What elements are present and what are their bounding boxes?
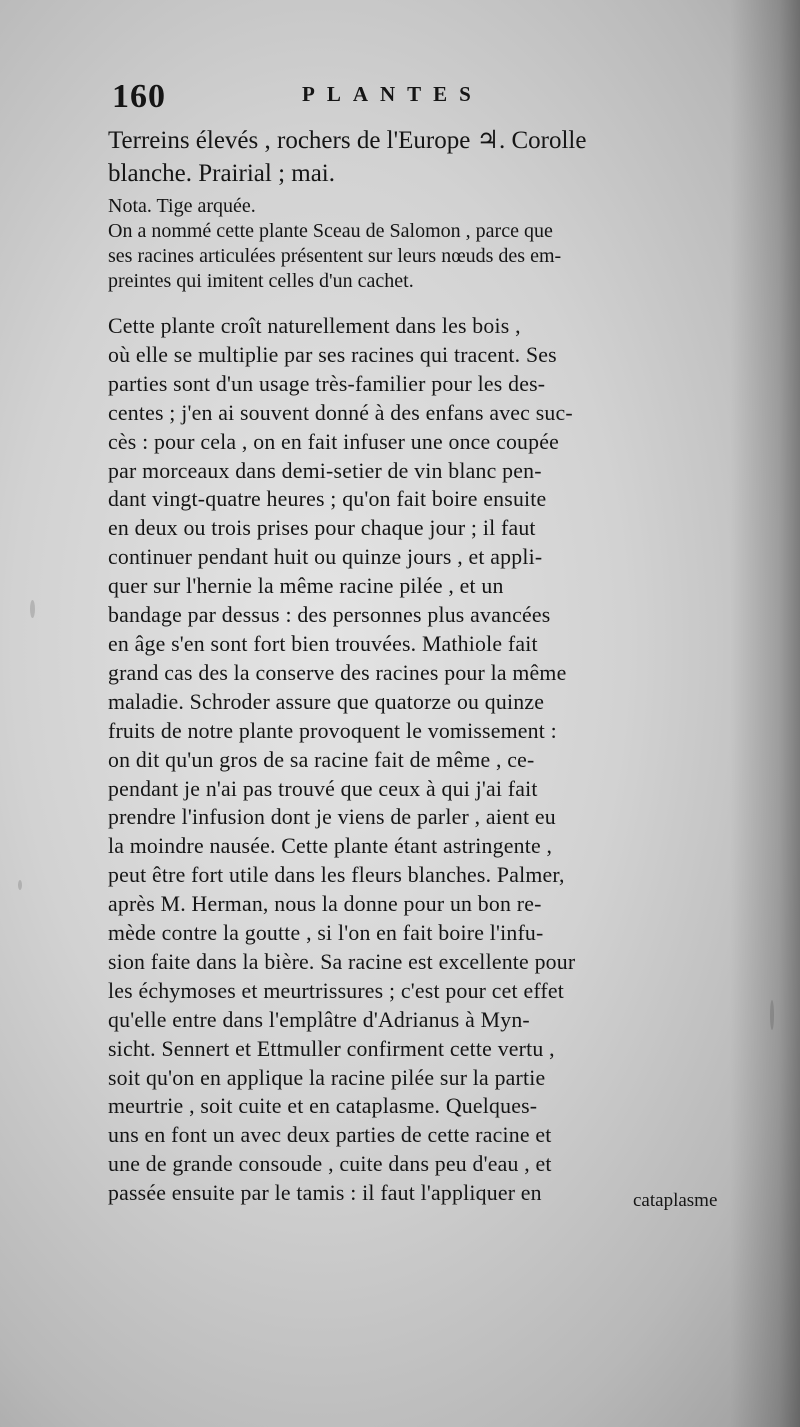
text-line: ses racines articulées présentent sur leurs nœuds des em- [108,245,562,267]
running-title: PLANTES [302,82,483,106]
text-line: prendre l'infusion dont je viens de parler , aient eu [108,805,556,830]
text-line: sion faite dans la bière. Sa racine est excellente pour [108,949,576,974]
text-line: par morceaux dans demi-setier de vin blanc pen- [108,458,542,483]
text-line: bandage par dessus : des personnes plus avancées [108,603,551,628]
paper-smudge [30,600,35,618]
text-line: Nota. Tige arquée. [108,195,256,217]
text-line: après M. Herman, nous la donne pour un bon re- [108,892,542,917]
text-line: centes ; j'en ai souvent donné à des enfans avec suc- [108,400,573,425]
text-line: On a nommé cette plante Sceau de Salomon , parce que [108,220,553,242]
text-line: meurtrie , soit cuite et en cataplasme. Quelques- [108,1094,538,1119]
text-line: dant vingt-quatre heures ; qu'on fait boire ensuite [108,487,547,512]
text-line: parties sont d'un usage très-familier pour les des- [108,371,546,396]
text-line: les échymoses et meurtrissures ; c'est pour cet effet [108,978,564,1003]
text-line: Cette plante croît naturellement dans les bois , [108,314,521,338]
text-line: passée ensuite par le tamis : il faut l'appliquer en [108,1181,542,1206]
text-line: la moindre nausée. Cette plante étant astringente , [108,834,553,859]
page-number: 160 [112,78,166,115]
note-paragraph [108,194,768,294]
text-line: qu'elle entre dans l'emplâtre d'Adrianus à Myn- [108,1007,530,1032]
text-line: quer sur l'hernie la même racine pilée , et un [108,574,504,599]
main-paragraph [108,312,768,1208]
text-line: en deux ou trois prises pour chaque jour ; il faut [108,516,536,541]
text-line: Terreins élevés , rochers de l'Europe ♃. Corolle [108,127,587,154]
text-line: pendant je n'ai pas trouvé que ceux à qui j'ai fait [108,776,538,801]
text-line: fruits de notre plante provoquent le vomissement : [108,718,557,743]
text-line: sicht. Sennert et Ettmuller confirment cette vertu , [108,1036,555,1061]
text-line: en âge s'en sont fort bien trouvées. Mathiole fait [108,631,538,656]
catchword: cataplasme [633,1190,718,1211]
text-line: continuer pendant huit ou quinze jours , et appli- [108,545,543,570]
text-line: peut être fort utile dans les fleurs blanches. Palmer, [108,863,565,888]
text-line: preintes qui imitent celles d'un cachet. [108,270,414,292]
text-line: uns en font un avec deux parties de cette racine et [108,1123,552,1148]
text-line: cès : pour cela , on en fait infuser une once coupée [108,429,559,454]
text-line: blanche. Prairial ; mai. [108,160,336,187]
text-line: où elle se multiplie par ses racines qui tracent. Ses [108,342,557,367]
text-line: mède contre la goutte , si l'on en fait boire l'infu- [108,921,544,946]
text-line: on dit qu'un gros de sa racine fait de même , ce- [108,747,535,772]
habitat-paragraph [108,124,768,190]
running-head [112,78,512,118]
text-line: grand cas des la conserve des racines pour la même [108,660,567,685]
paper-smudge [18,880,22,890]
paper-smudge [770,1000,774,1030]
text-line: soit qu'on en applique la racine pilée sur la partie [108,1065,546,1090]
text-line: maladie. Schroder assure que quatorze ou quinze [108,689,545,714]
text-line: une de grande consoude , cuite dans peu d'eau , et [108,1152,552,1177]
